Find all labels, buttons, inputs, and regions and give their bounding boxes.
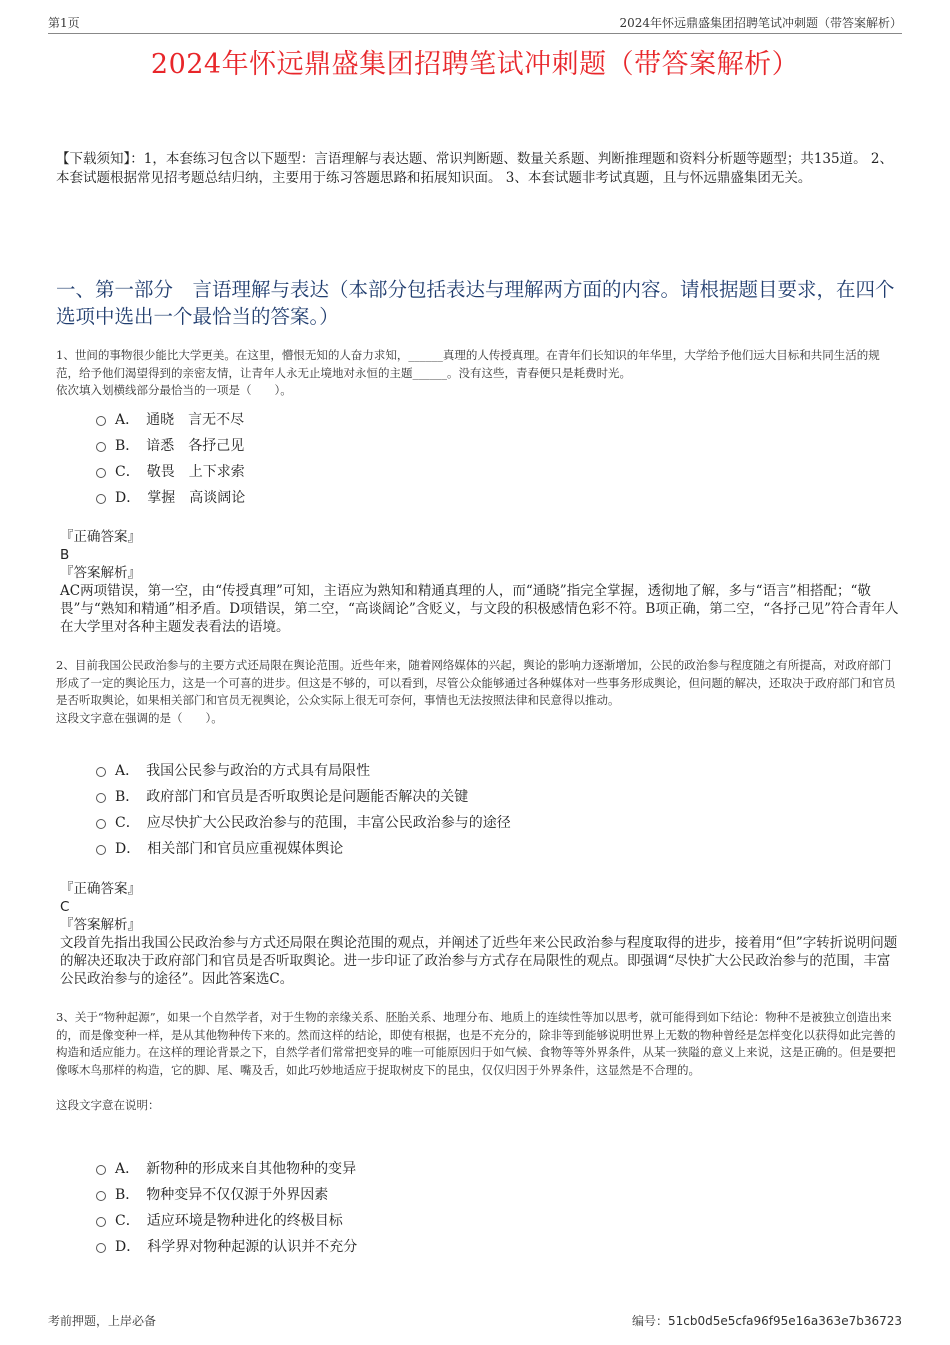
radio-icon[interactable] [96, 1191, 106, 1201]
question-2-answer [60, 880, 900, 988]
radio-icon[interactable] [96, 494, 106, 504]
document-title: 2024年怀远鼎盛集团招聘笔试冲刺题（带答案解析） [150, 49, 800, 80]
analysis-text: 文段首先指出我国公民政治参与方式还局限在舆论范围的观点，并阐述了近些年来公民政治参与程度取得的进步，接着用“但”字转折说明问题的解决还取决于政府部门和官员是否听取舆论。进一步印证了政治参与方式存在局限性的观点。即强调“尽快扩大公民政治参与的范围，丰富公民政治参与的途径”。因此答案选C。 [60, 935, 898, 987]
answer-label: 『正确答案』 [60, 529, 141, 545]
section-heading: 一、第一部分 言语理解与表达（本部分包括表达与理解两方面的内容。请根据题目要求，在四个选项中选出一个最恰当的答案。） [56, 278, 895, 328]
radio-icon[interactable] [96, 468, 106, 478]
radio-icon[interactable] [96, 442, 106, 452]
question-1-answer [60, 528, 900, 636]
question-1-options [96, 406, 876, 510]
question-1-prompt: 依次填入划横线部分最恰当的一项是（ ）。 [56, 383, 292, 397]
q3-option-c[interactable]: C． 适应环境是物种进化的终极目标 [96, 1207, 876, 1233]
question-3-options [96, 1155, 876, 1259]
footer-doc-code: 编号：51cb0d5e5cfa96f95e16a363e7b36723 [631, 1314, 902, 1328]
q1-option-c[interactable]: C． 敬畏 上下求索 [96, 458, 876, 484]
radio-icon[interactable] [96, 1165, 106, 1175]
analysis-label: 『答案解析』 [60, 917, 141, 933]
q2-option-c[interactable]: C． 应尽快扩大公民政治参与的范围，丰富公民政治参与的途径 [96, 809, 876, 835]
analysis-text: AC两项错误，第一空，由“传授真理”可知，主语应为熟知和精通真理的人，而“通晓”指完全掌握，透彻地了解，多与“语言”相搭配；“敬畏”与“熟知和精通”相矛盾。D项错误，第二空，“高谈阔论”含贬义，与文段的积极感情色彩不符。B项正确，第二空，“各抒己见”符合青年人在大学里对各种主题发表看法的语境。 [60, 583, 899, 635]
analysis-label: 『答案解析』 [60, 565, 141, 581]
answer-value: B [60, 547, 70, 563]
download-notice: 【下载须知】：1，本套练习包含以下题型：言语理解与表达题、常识判断题、数量关系题、判断推理题和资料分析题等题型；共135道。 2、本套试题根据常见招考题总结归纳，主要用于练习答题思路和拓展知识面。 3、本套试题非考试真题，且与怀远鼎盛集团无关。 [56, 151, 893, 186]
radio-icon[interactable] [96, 819, 106, 829]
q1-option-a[interactable]: A． 通晓 言无不尽 [96, 406, 876, 432]
answer-label: 『正确答案』 [60, 881, 141, 897]
q3-option-a[interactable]: A． 新物种的形成来自其他物种的变异 [96, 1155, 876, 1181]
q3-option-b[interactable]: B． 物种变异不仅仅源于外界因素 [96, 1181, 876, 1207]
question-2-prompt: 这段文字意在强调的是（ ）。 [56, 710, 223, 725]
question-2-stem [56, 657, 896, 727]
question-3-stem [56, 1009, 896, 1115]
q3-option-d[interactable]: D． 科学界对物种起源的认识并不充分 [96, 1233, 876, 1259]
footer-slogan: 考前押题，上岸必备 [48, 1314, 157, 1328]
radio-icon[interactable] [96, 416, 106, 426]
q1-option-b[interactable]: B． 谙悉 各抒己见 [96, 432, 876, 458]
page-number: 第1页 [48, 16, 80, 30]
q2-option-b[interactable]: B． 政府部门和官员是否听取舆论是问题能否解决的关键 [96, 783, 876, 809]
header-doc-title: 2024年怀远鼎盛集团招聘笔试冲刺题（带答案解析） [619, 16, 902, 30]
radio-icon[interactable] [96, 845, 106, 855]
question-3-text: 3、关于“物种起源”，如果一个自然学者，对于生物的亲缘关系、胚胎关系、地理分布、地质上的连续性等加以思考，就可能得到如下结论：物种不是被独立创造出来的，而是像变种一样，是从其他物种传下来的。然而这样的结论，即使有根据，也是不充分的，除非等到能够说明世界上无数的物种曾经是怎样变化以获得如此完善的构造和适应能力。在这样的理论背景之下，自然学者们常常把变异的唯一可能原因归于如气候、食物等等外界条件，从某一狭隘的意义上来说，这是正确的。但是要把像啄木鸟那样的构造，它的脚、尾、嘴及舌，如此巧妙地适应于捉取树皮下的昆虫，仅仅归因于外界条件，这显然是不合理的。 [56, 1010, 896, 1077]
q2-option-d[interactable]: D． 相关部门和官员应重视媒体舆论 [96, 835, 876, 861]
radio-icon[interactable] [96, 767, 106, 777]
radio-icon[interactable] [96, 793, 106, 803]
page-footer [48, 1312, 902, 1330]
question-2-text: 2、目前我国公民政治参与的主要方式还局限在舆论范围。近些年来，随着网络媒体的兴起，舆论的影响力逐渐增加，公民的政治参与程度随之有所提高，对政府部门形成了一定的舆论压力，这是一个可喜的进步。但这是不够的，可以看到，尽管公众能够通过各种媒体对一些事务形成舆论，但问题的解决，还取决于政府部门和官员是否听取舆论，如果相关部门和官员无视舆论，公众实际上很无可奈何，事情也无法按照法律和民意得以推动。 [56, 658, 896, 707]
question-2-options [96, 757, 876, 861]
page-header [48, 14, 902, 34]
radio-icon[interactable] [96, 1217, 106, 1227]
q1-option-d[interactable]: D． 掌握 高谈阔论 [96, 484, 876, 510]
question-1-text: 1、世间的事物很少能比大学更美。在这里，懵恨无知的人奋力求知，______真理的人传授真理。在青年们长知识的年华里，大学给予他们远大目标和共同生活的规范，给予他们渴望得到的亲密友情，让青年人永无止境地对永恒的主题______。没有这些，青春便只是耗费时光。 [56, 348, 880, 380]
answer-value: C [60, 899, 70, 915]
q2-option-a[interactable]: A． 我国公民参与政治的方式具有局限性 [96, 757, 876, 783]
question-1-stem [56, 347, 896, 400]
radio-icon[interactable] [96, 1243, 106, 1253]
question-3-prompt: 这段文字意在说明： [56, 1098, 160, 1112]
